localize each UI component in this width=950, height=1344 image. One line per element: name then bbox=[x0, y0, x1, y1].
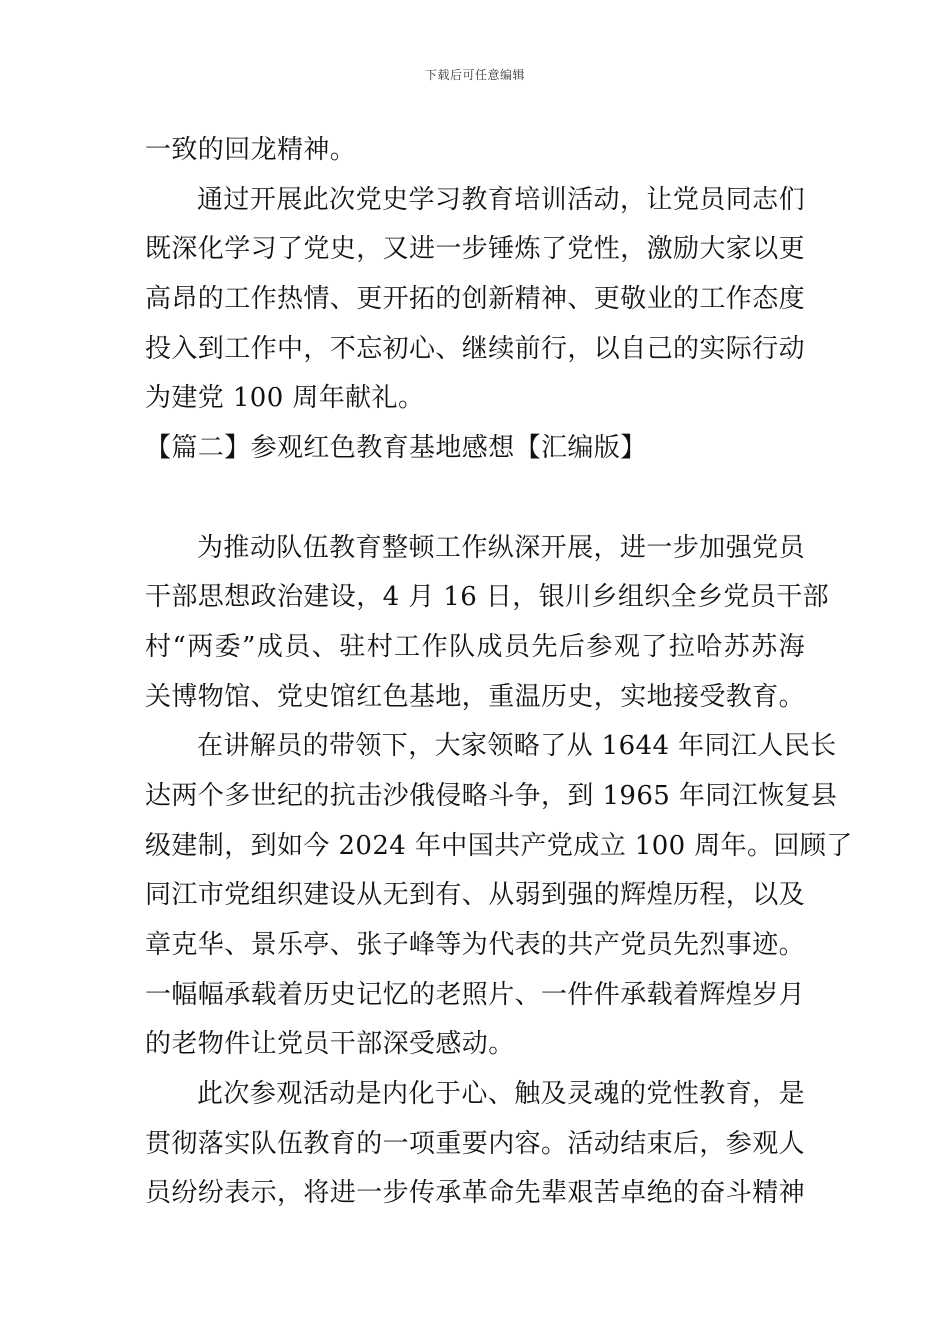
paragraph-line: 达两个多世纪的抗击沙俄侵略斗争，到 1965 年同江恢复县 bbox=[145, 780, 838, 811]
blank-line bbox=[145, 474, 805, 524]
paragraph-line: 高昂的工作热情、更开拓的创新精神、更敬业的工作态度 bbox=[145, 284, 806, 315]
paragraph-line: 既深化学习了党史，又进一步锤炼了党性，激励大家以更 bbox=[145, 234, 806, 265]
paragraph-line: 为建党 100 周年献礼。 bbox=[145, 383, 425, 414]
section-heading: 【篇二】参观红色教育基地感想【汇编版】 bbox=[145, 433, 647, 464]
paragraph-line: 在讲解员的带领下，大家领略了从 1644 年同江人民长 bbox=[197, 731, 837, 762]
paragraph-line: 投入到工作中，不忘初心、继续前行，以自己的实际行动 bbox=[145, 333, 806, 364]
paragraph-line: 一幅幅承载着历史记忆的老照片、一件件承载着辉煌岁月 bbox=[145, 979, 806, 1010]
paragraph-line: 的老物件让党员干部深受感动。 bbox=[145, 1029, 515, 1060]
paragraph-line: 一致的回龙精神。 bbox=[145, 135, 357, 165]
page-header-note: 下载后可任意编辑 bbox=[424, 68, 525, 82]
paragraph-line: 员纷纷表示，将进一步传承革命先辈艰苦卓绝的奋斗精神 bbox=[145, 1178, 806, 1209]
paragraph-line: 关博物馆、党史馆红色基地，重温历史，实地接受教育。 bbox=[145, 681, 806, 712]
paragraph-line: 干部思想政治建设，4 月 16 日，银川乡组织全乡党员干部 bbox=[145, 582, 830, 613]
paragraph-line: 级建制，到如今 2024 年中国共产党成立 100 周年。回顾了 bbox=[145, 830, 853, 861]
paragraph-line: 通过开展此次党史学习教育培训活动，让党员同志们 bbox=[197, 184, 805, 215]
paragraph-line: 此次参观活动是内化于心、触及灵魂的党性教育，是 bbox=[197, 1079, 805, 1110]
document-body bbox=[145, 126, 853, 1219]
paragraph-line: 贯彻落实队伍教育的一项重要内容。活动结束后，参观人 bbox=[145, 1128, 806, 1159]
paragraph-line: 章克华、景乐亭、张子峰等为代表的共产党员先烈事迹。 bbox=[145, 930, 806, 960]
paragraph-line: 同江市党组织建设从无到有、从弱到强的辉煌历程，以及 bbox=[145, 880, 806, 911]
paragraph-line: 村“两委”成员、驻村工作队成员先后参观了拉哈苏苏海 bbox=[145, 631, 805, 662]
paragraph-line: 为推动队伍教育整顿工作纵深开展，进一步加强党员 bbox=[197, 532, 805, 563]
